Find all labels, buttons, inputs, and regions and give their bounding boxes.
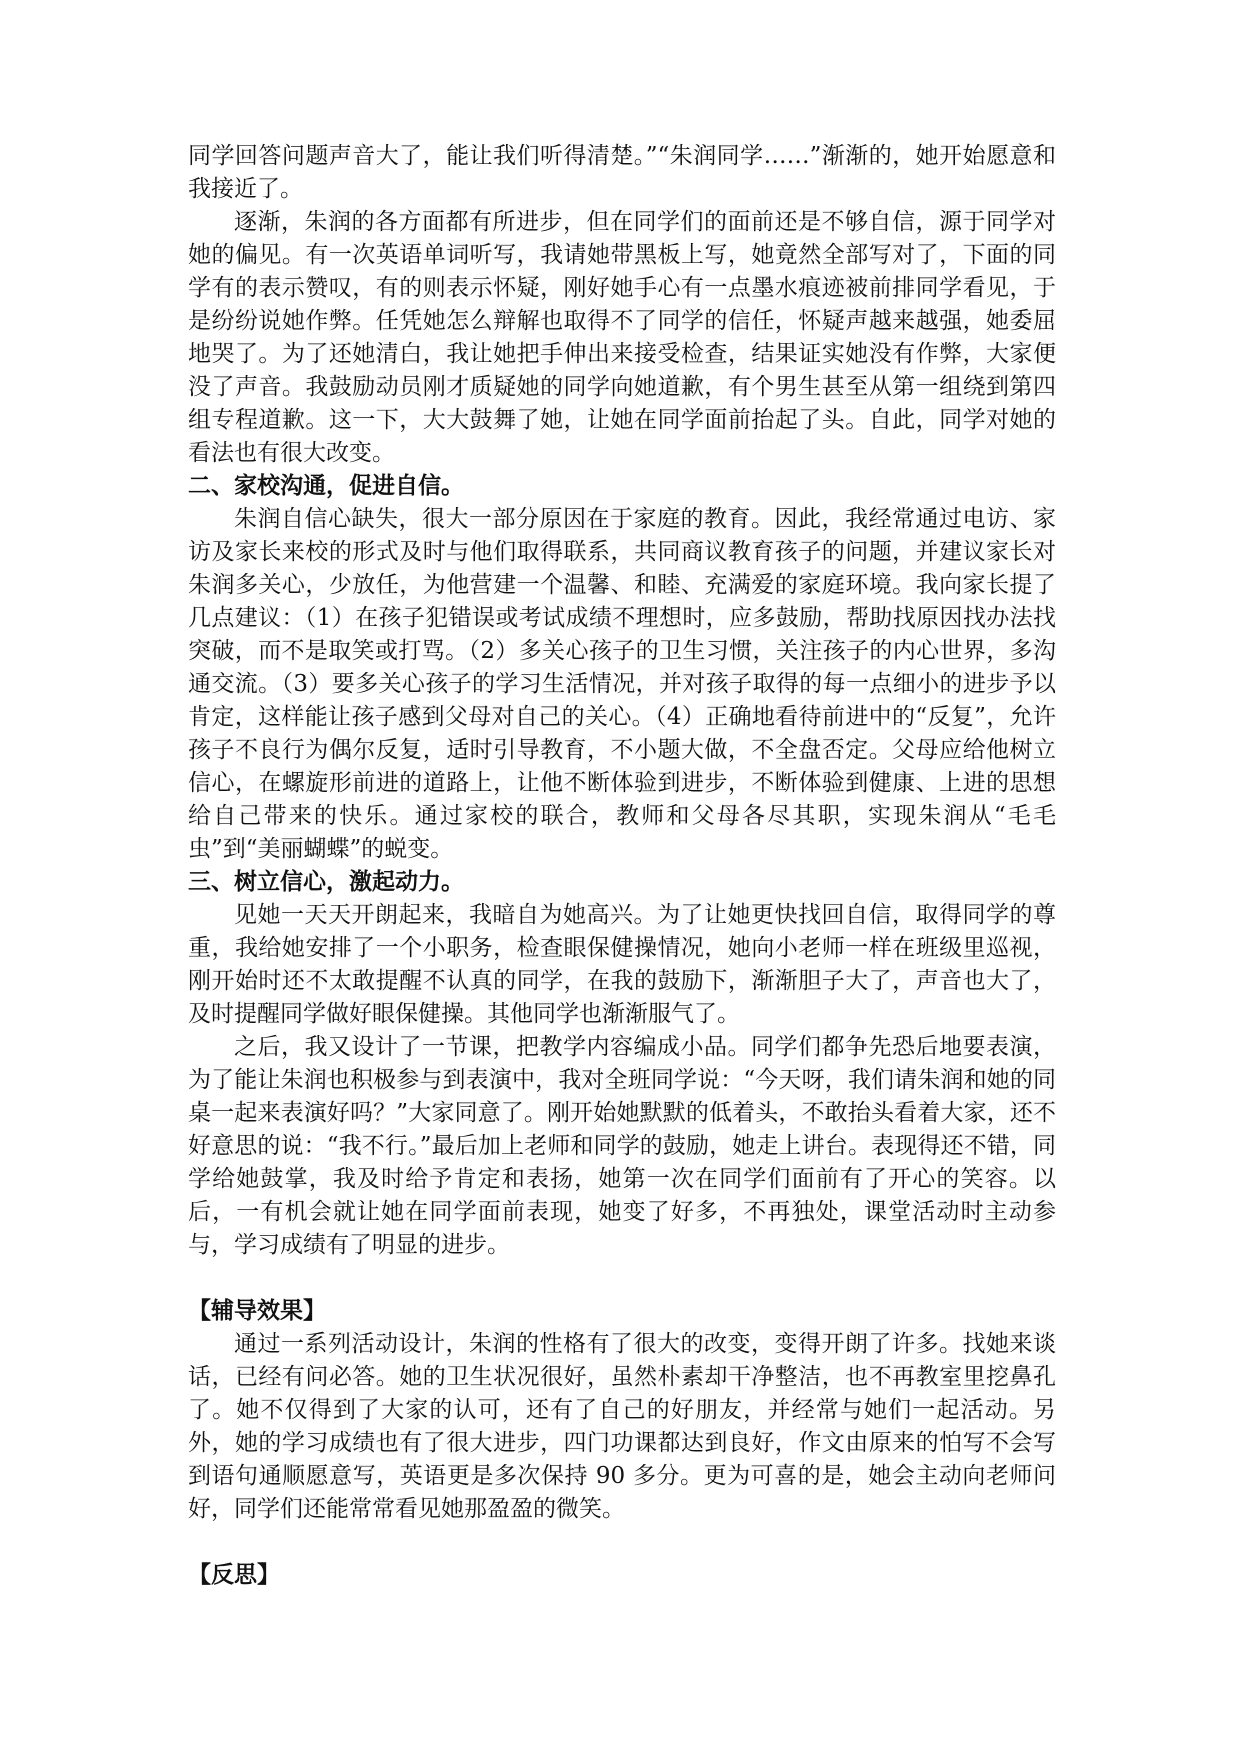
paragraph-counseling-effect: 通过一系列活动设计，朱润的性格有了很大的改变，变得开朗了许多。找她来谈话，已经有问必答。她的卫生状况很好，虽然朴素却干净整洁，也不再教室里挖鼻孔了。她不仅得到了大家的认可，还有了自己的好朋友，并经常与她们一起活动。另外，她的学习成绩也有了很大进步，四门功课都达到良好，作文由原来的怕写不会写到语句通顺愿意写，英语更是多次保持 90 多分。更为可喜的是，她会主动向老师问好，同学们还能常常看见她那盈盈的微笑。	[188, 1331, 1056, 1522]
section-title-counseling-effect: 【辅导效果】	[188, 1298, 326, 1324]
paragraph-lesson-play: 之后，我又设计了一节课，把教学内容编成小品。同学们都争先恐后地要表演，为了能让朱润也积极参与到表演中，我对全班同学说：“今天呀，我们请朱润和她的同桌一起来表演好吗？”大家同意了。刚开始她默默的低着头，不敢抬头看着大家，还不好意思的说：“我不行。”最后加上老师和同学的鼓励，她走上讲台。表现得还不错，同学给她鼓掌，我及时给予肯定和表扬，她第一次在同学们面前有了开心的笑容。以后，一有机会就让她在同学面前表现，她变了好多，不再独处，课堂活动时主动参与，学习成绩有了明显的进步。	[188, 1034, 1056, 1258]
paragraph-gradual-progress: 逐渐，朱润的各方面都有所进步，但在同学们的面前还是不够自信，源于同学对她的偏见。有一次英语单词听写，我请她带黑板上写，她竟然全部写对了，下面的同学有的表示赞叹，有的则表示怀疑，刚好她手心有一点墨水痕迹被前排同学看见，于是纷纷说她作弊。任凭她怎么辩解也取得不了同学的信任，怀疑声越来越强，她委屈地哭了。为了还她清白，我让她把手伸出来接受检查，结果证实她没有作弊，大家便没了声音。我鼓励动员刚才质疑她的同学向她道歉，有个男生甚至从第一组绕到第四组专程道歉。这一下，大大鼓舞了她，让她在同学面前抬起了头。自此，同学对她的看法也有很大改变。	[188, 209, 1056, 466]
spacer	[188, 1526, 1056, 1559]
paragraph-family-education: 朱润自信心缺失，很大一部分原因在于家庭的教育。因此，我经常通过电访、家访及家长来校的形式及时与他们取得联系，共同商议教育孩子的问题，并建议家长对朱润多关心，少放任，为他营建一个温馨、和睦、充满爱的家庭环境。我向家长提了几点建议：（1）在孩子犯错误或考试成绩不理想时，应多鼓励，帮助找原因找办法找突破，而不是取笑或打骂。（2）多关心孩子的卫生习惯，关注孩子的内心世界，多沟通交流。（3）要多关心孩子的学习生活情况，并对孩子取得的每一点细小的进步予以肯定，这样能让孩子感到父母对自己的关心。（4）正确地看待前进中的“反复”，允许孩子不良行为偶尔反复，适时引导教育，不小题大做，不全盘否定。父母应给他树立信心，在螺旋形前进的道路上，让他不断体验到进步，不断体验到健康、上进的思想给自己带来的快乐。通过家校的联合，教师和父母各尽其职，实现朱润从“毛毛虫”到“美丽蝴蝶”的蜕变。	[188, 506, 1056, 862]
heading-build-confidence: 三、树立信心，激起动力。	[188, 869, 464, 895]
paragraph-cheerful: 见她一天天开朗起来，我暗自为她高兴。为了让她更快找回自信，取得同学的尊重，我给她安排了一个小职务，检查眼保健操情况，她向小老师一样在班级里巡视，刚开始时还不太敢提醒不认真的同学，在我的鼓励下，渐渐胆子大了，声音也大了，及时提醒同学做好眼保健操。其他同学也渐渐服气了。	[188, 902, 1056, 1027]
document-page	[188, 140, 1056, 1592]
heading-home-school-communication: 二、家校沟通，促进自信。	[188, 473, 464, 499]
paragraph-continued: 同学回答问题声音大了，能让我们听得清楚。”“朱润同学……”渐渐的，她开始愿意和我接近了。	[188, 143, 1056, 202]
spacer	[188, 1262, 1056, 1295]
section-title-reflection: 【反思】	[188, 1562, 280, 1588]
